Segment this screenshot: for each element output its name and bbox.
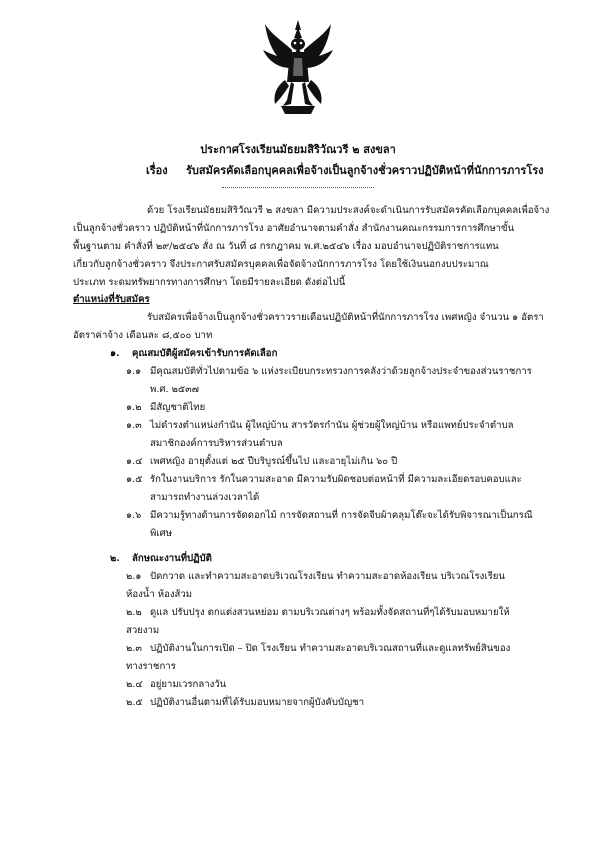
garuda-emblem-icon: [263, 20, 333, 114]
divider: [222, 187, 374, 188]
section-title: คุณสมบัติผู้สมัครเข้ารับการคัดเลือก: [132, 348, 278, 359]
item-text: มีสัญชาติไทย: [150, 402, 206, 413]
item-text: พ.ศ. ๒๕๓๗: [150, 384, 199, 395]
item-number: ๒.๑: [126, 571, 142, 582]
item-text: มีคุณสมบัติทั่วไปตามข้อ ๖ แห่งระเบียบกระทรวงการคลังว่าด้วยลูกจ้างประจำของส่วนราชการ: [150, 366, 532, 377]
item-number: ๒.๔: [126, 679, 143, 690]
subject-text: รับสมัครคัดเลือกบุคคลเพื่อจ้างเป็นลูกจ้างชั่วคราวปฏิบัติหน้าที่นักการภารโรง: [186, 164, 544, 177]
item-number: ๑.๔: [126, 456, 143, 467]
item-number: ๒.๓: [126, 643, 142, 654]
item-text: มีความรู้ทางด้านการจัดดอกไม้ การจัดสถานที่ การจัดจีบผ้าคลุมโต๊ะจะได้รับพิจารณาเป็นกรณี: [150, 510, 533, 521]
item-text: เพศหญิง อายุตั้งแต่ ๒๕ ปีบริบูรณ์ขึ้นไป และอายุไม่เกิน ๖๐ ปี: [150, 456, 398, 467]
item-text: ปฏิบัติงานอื่นตามที่ได้รับมอบหมายจากผู้บังคับบัญชา: [150, 697, 365, 708]
item-number: ๑.๓: [126, 420, 142, 431]
item-number: ๑.๒: [126, 402, 142, 413]
item-text: ปัดกวาด และทำความสะอาดบริเวณโรงเรียน ทำความสะอาดห้องเรียน บริเวณโรงเรียน: [150, 571, 505, 582]
section-number: ๑.: [110, 348, 120, 359]
item-number: ๑.๑: [126, 366, 142, 377]
section-number: ๒.: [110, 553, 120, 564]
item-text: ไม่ดำรงตำแหน่งกำนัน ผู้ใหญ่บ้าน สารวัตรกำนัน ผู้ช่วยผู้ใหญ่บ้าน หรือแพทย์ประจำตำบล: [150, 420, 514, 431]
position-line: อัตราค่าจ้าง เดือนละ ๘,๕๐๐ บาท: [73, 330, 213, 341]
position-line: รับสมัครเพื่อจ้างเป็นลูกจ้างชั่วคราวรายเดือนปฏิบัติหน้าที่นักการภารโรง เพศหญิง จำนวน ๑ อัตรา: [147, 312, 544, 323]
item-text: ทางราชการ: [126, 661, 176, 672]
intro-line: พื้นฐานตาม คำสั่งที่ ๒๙/๒๕๔๖ สั่ง ณ วันที่ ๘ กรกฎาคม พ.ศ.๒๕๔๖ เรื่อง มอบอำนาจปฏิบัติราชการแทน: [73, 241, 499, 252]
subject-label: เรื่อง: [146, 164, 168, 177]
section-title: ลักษณะงานที่ปฏิบัติ: [132, 553, 212, 564]
item-text: พิเศษ: [150, 528, 173, 539]
intro-line: ด้วย โรงเรียนมัธยมสิริวัณวรี ๒ สงขลา มีความประสงค์จะดำเนินการรับสมัครคัดเลือกบุคคลเพื่อจ้าง: [147, 205, 550, 216]
item-number: ๒.๒: [126, 607, 142, 618]
position-heading: ตำแหน่งที่รับสมัคร: [73, 294, 150, 305]
intro-line: เกี่ยวกับลูกจ้างชั่วคราว จึงประกาศรับสมัครบุคคลเพื่อจัดจ้างนักการภารโรง โดยใช้เงินนอกงบประมาณ: [73, 259, 489, 270]
intro-line: เป็นลูกจ้างชั่วคราว ปฏิบัติหน้าที่นักการภารโรง อาศัยอำนาจตามคำสั่ง สำนักงานคณะกรรมการการศึกษาขั้น: [73, 223, 515, 234]
item-text: ห้องน้ำ ห้องส้วม: [126, 589, 193, 600]
item-text: ดูแล ปรับปรุง ตกแต่งสวนหย่อม ตามบริเวณต่างๆ พร้อมทั้งจัดสถานที่ๆได้รับมอบหมายให้: [150, 607, 510, 618]
announcement-title: ประกาศโรงเรียนมัธยมสิริวัณวรี ๒ สงขลา: [200, 143, 396, 156]
item-text: สวยงาม: [126, 625, 160, 636]
item-number: ๒.๕: [126, 697, 143, 708]
item-text: ปฏิบัติงานในการเปิด – ปิด โรงเรียน ทำความสะอาดบริเวณสถานที่และดูแลทรัพย์สินของ: [150, 643, 511, 654]
item-number: ๑.๕: [126, 474, 143, 485]
item-text: อยู่ยามเวรกลางวัน: [150, 679, 227, 690]
item-number: ๑.๖: [126, 510, 142, 521]
item-text: สมาชิกองค์การบริหารส่วนตำบล: [150, 438, 283, 449]
intro-line: ประเภท ระดมทรัพยากรทางการศึกษา โดยมีรายละเอียด ดังต่อไปนี้: [73, 277, 346, 288]
item-text: รักในงานบริการ รักในความสะอาด มีความรับผิดชอบต่อหน้าที่ มีความละเอียดรอบคอบและ: [150, 474, 522, 485]
item-text: สามารถทำงานล่วงเวลาได้: [150, 492, 260, 503]
